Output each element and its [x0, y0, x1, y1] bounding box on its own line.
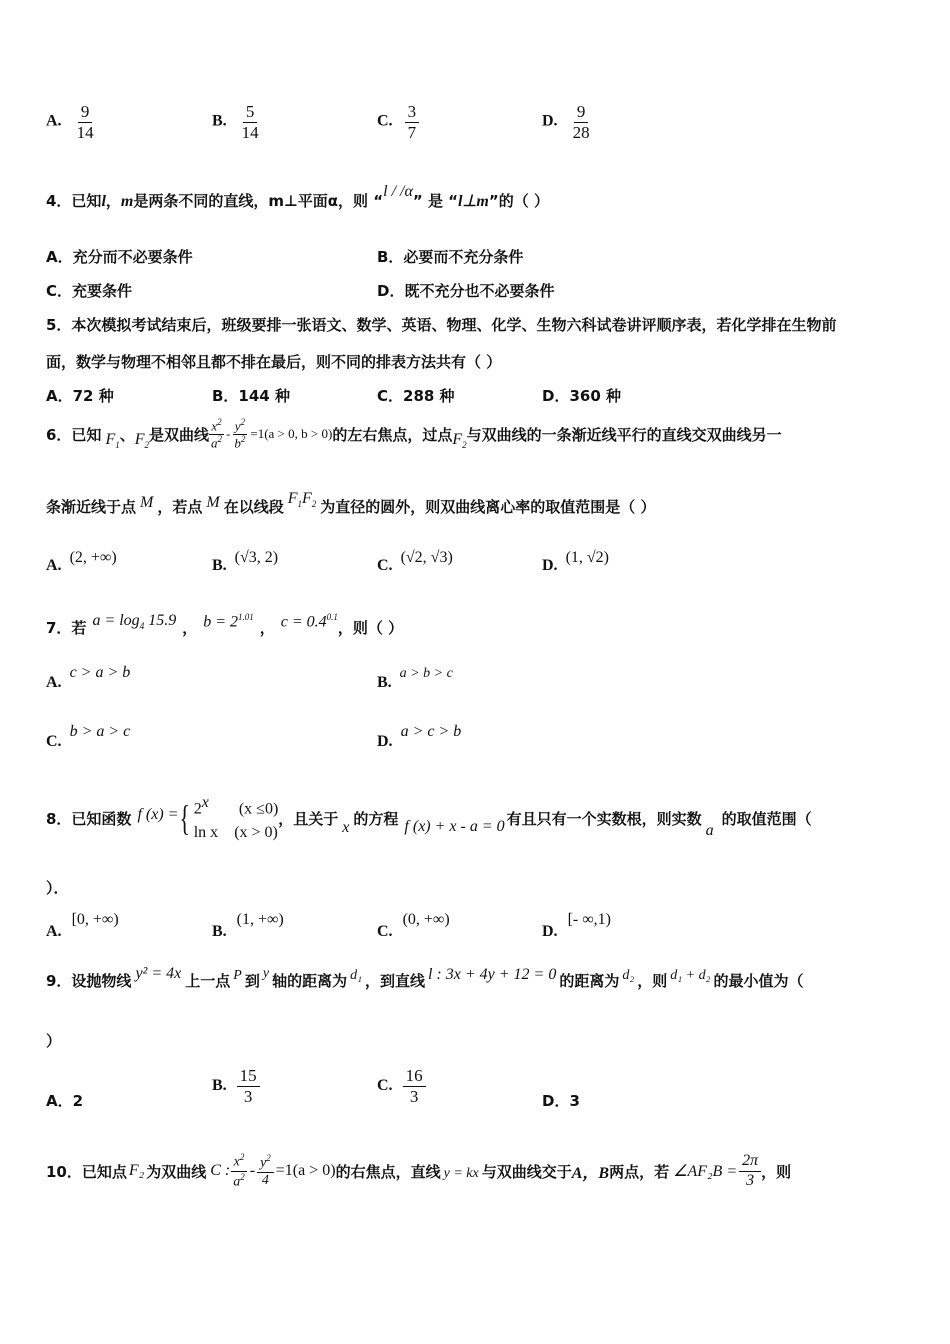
a-definition: $a = \log_4 15.9$ [92, 611, 177, 632]
q6-stem-line2: 条渐近线于点 M ，若点 M 在以线段 $F_1F_2$ 为直径的圆外，则双曲线离心率的取值范围是（ ） [46, 489, 656, 516]
focus-f2: $F_2$ [134, 430, 150, 450]
q9-option-a: A．2 [46, 1092, 84, 1110]
q10-stem: 10．已知点 F₂ 为双曲线 C : $\frac{x^2}{a^2}$ - $\frac{y^2}{4}$ =1(a > 0) 的右焦点，直线 y = kx 与双曲线交于 A，B 两点，若 ∠AF₂B = $\frac{2\pi}{3}$ ，则 [46, 1152, 792, 1190]
q6-stem-line1: 6．已知 $F_1$ 、 $F_2$ 是双曲线 $\frac{x^2}{a^2}$ - $\frac{y^2}{b^2}$ =1(a > 0, b > 0) 的左右焦点，过点 $F_2$ 与双曲线的一条渐近线平行的直线交双曲线另一 [46, 417, 782, 450]
q7-stem: 7．若 $a = \log_4 15.9$ ， $b = 2^{1.01}$ ， $c = 0.4^{0.1}$ ，则（ ） [46, 611, 404, 637]
q5-option-c: C．288 种 [377, 387, 455, 405]
focus-f1: $F_1$ [105, 430, 120, 450]
hyperbola-condition: =1(a > 0, b > 0) [250, 426, 333, 442]
q9-stem-line2: ） [46, 1032, 62, 1050]
q3-option-a [46, 102, 97, 142]
parabola-equation: y² = 4x [135, 964, 182, 982]
q6-option-b: B. (√3, 2) [212, 549, 279, 574]
q5-option-b: B．144 种 [212, 387, 290, 405]
option-label: C. [377, 112, 393, 130]
q4-option-b: B．必要而不充分条件 [377, 248, 524, 266]
q7-option-b: B.a > b > c [377, 666, 453, 691]
q4-option-a: A．充分而不必要条件 [46, 248, 193, 266]
q6-option-c: C. (√2, √3) [377, 549, 453, 574]
q5-stem-line2: 面，数学与物理不相邻且都不排在最后，则不同的排表方法共有（ ） [46, 353, 502, 371]
line-equation: l : 3x + 4y + 12 = 0 [427, 965, 557, 983]
fraction: $\frac{3}{7}$ [405, 102, 420, 142]
q9-option-c: C. $\frac{16}{3}$ [377, 1066, 426, 1106]
hyperbola-condition: =1(a > 0) [275, 1162, 336, 1180]
q9-stem-line1: 9．设抛物线 y² = 4x 上一点 P 到 y 轴的距离为 d₁ ，到直线 l : 3x + 4y + 12 = 0 的距离为 d₂ ，则 d₁ + d₂ 的最小值为（ [46, 964, 804, 990]
parallel-expression: l / /α [383, 183, 413, 200]
q3-option-b [212, 102, 262, 142]
option-label: A. [46, 112, 62, 130]
equation: f (x) + x - a = 0 [404, 818, 505, 836]
piecewise-cases: 2$^x$ (x ≤0) ln x (x > 0) [193, 794, 279, 842]
fraction: $\frac{y^2}{4}$ [257, 1153, 274, 1189]
b-definition: $b = 2^{1.01}$ [203, 611, 254, 631]
q7-option-c: C.b > a > c [46, 723, 131, 750]
c-definition: $c = 0.4^{0.1}$ [280, 611, 338, 631]
q3-option-c [377, 102, 419, 142]
q4-option-d: D．既不充分也不必要条件 [377, 282, 555, 300]
fraction: $\frac{9}{14}$ [76, 102, 94, 142]
q3-option-d [542, 102, 593, 142]
q6-option-d: D. (1, √2) [542, 549, 609, 574]
focus-f2: $F_2$ [452, 430, 467, 450]
fraction: $\frac{x^2}{a^2}$ [230, 1152, 248, 1191]
function-f: f (x) = [137, 806, 179, 824]
q5-option-d: D．360 种 [542, 387, 621, 405]
segment-f1f2: $F_1F_2$ [287, 489, 317, 510]
q8-option-b: B.(1, +∞) [212, 911, 284, 940]
q8-stem-line2: ）． [46, 879, 69, 897]
option-label: B. [212, 112, 227, 130]
fraction: $\frac{9}{28}$ [572, 102, 590, 142]
q8-option-c: C.(0, +∞) [377, 911, 450, 940]
q4-option-c: C．充要条件 [46, 282, 133, 300]
q9-option-b: B. $\frac{15}{3}$ [212, 1066, 260, 1106]
fraction: $\frac{2\pi}{3}$ [739, 1152, 761, 1190]
fraction: $\frac{16}{3}$ [403, 1066, 426, 1106]
fraction: $\frac{x^2}{a^2}$ [211, 417, 223, 450]
q4-stem: 4．已知l，m是两条不同的直线，m⊥平面α，则 “l / /α” 是 “l⊥m”的（ ） [46, 183, 549, 210]
q8-option-a: A.[0, +∞) [46, 911, 119, 940]
q5-option-a: A．72 种 [46, 387, 114, 405]
q6-option-a: A. (2, +∞) [46, 549, 117, 574]
option-label: D. [542, 112, 558, 130]
fraction: $\frac{15}{3}$ [237, 1066, 260, 1106]
fraction: $\frac{5}{14}$ [241, 102, 259, 142]
q5-stem-line1: 5．本次模拟考试结束后，班级要排一张语文、数学、英语、物理、化学、生物六科试卷讲评顺序表，若化学排在生物前 [46, 316, 837, 334]
q8-option-d: D.[- ∞,1) [542, 911, 611, 940]
q9-option-d: D．3 [542, 1092, 580, 1110]
q8-stem-line1: 8．已知函数 f (x) = { 2$^x$ (x ≤0) ln x (x > 0) ，且关于 x 的方程 f (x) + x - a = 0 有且只有一个实数根，则实数 a 的取值范围（ [46, 791, 812, 845]
q7-option-d: D.a > c > b [377, 723, 462, 750]
fraction: $\frac{y^2}{b^2}$ [234, 417, 246, 450]
q7-option-a: A.c > a > b [46, 664, 131, 691]
